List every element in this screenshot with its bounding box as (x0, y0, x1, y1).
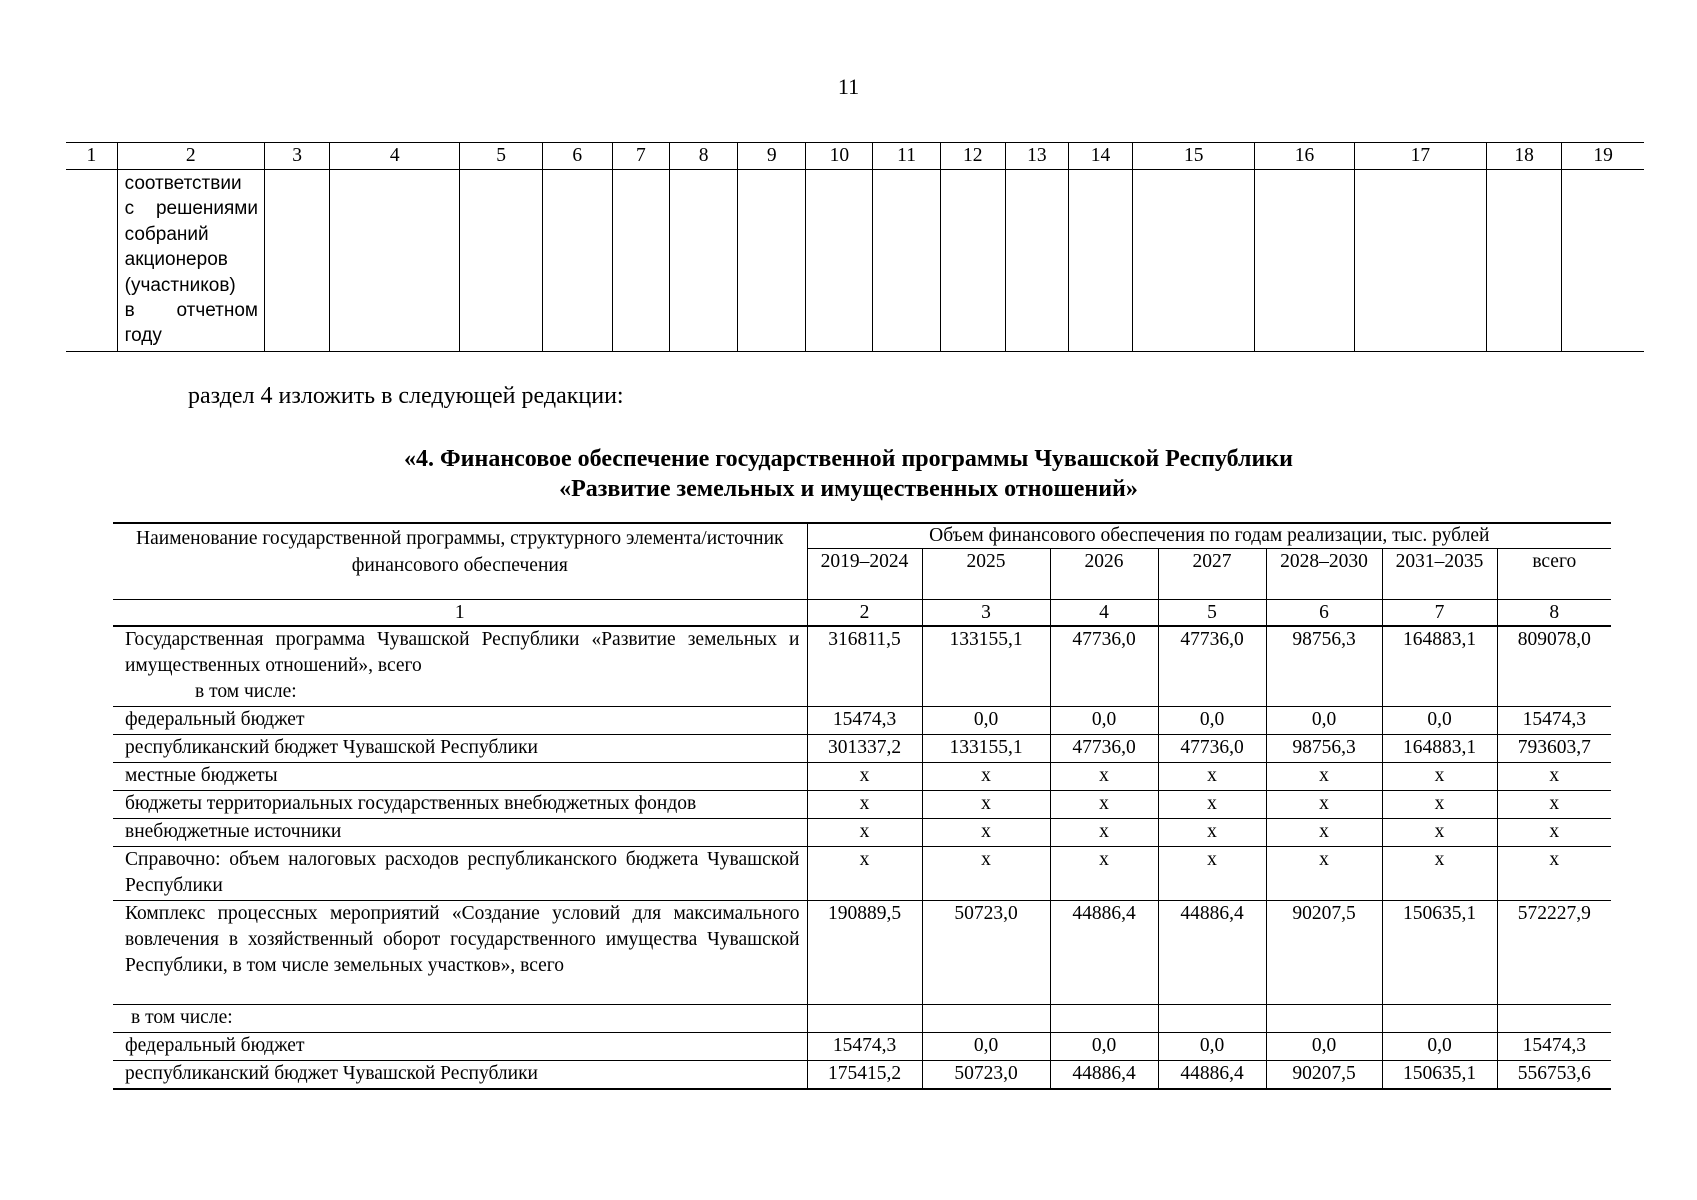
empty-cell (1005, 170, 1068, 352)
text-line: соответствии (124, 173, 242, 194)
empty-cell (542, 170, 612, 352)
value-cell: 556753,6 (1497, 1061, 1611, 1090)
column-number-row (113, 600, 1611, 627)
row-name (113, 901, 807, 1005)
value-cell: 44886,4 (1050, 1061, 1158, 1090)
value-cell: 44886,4 (1158, 1061, 1266, 1090)
value-cell: x (1382, 847, 1497, 901)
empty-cell (1354, 170, 1486, 352)
instruction-text: раздел 4 изложить в следующей редакции: (188, 383, 624, 409)
value-cell: 47736,0 (1158, 626, 1266, 707)
value-cell: x (922, 847, 1050, 901)
value-cell: x (1158, 763, 1266, 791)
value-cell: 15474,3 (1497, 1033, 1611, 1061)
year-header: 2026 (1050, 549, 1158, 600)
value-cell: x (1497, 847, 1611, 901)
value-cell: 98756,3 (1266, 626, 1382, 707)
value-cell: x (807, 847, 922, 901)
empty-cell (940, 170, 1005, 352)
column-number: 15 (1133, 143, 1255, 170)
value-cell: 793603,7 (1497, 735, 1611, 763)
header-row (113, 523, 1611, 549)
column-number: 9 (738, 143, 806, 170)
value-cell: x (1158, 791, 1266, 819)
column-number: 12 (940, 143, 1005, 170)
value-cell (1382, 1005, 1497, 1033)
value-cell: x (1050, 819, 1158, 847)
column-number: 8 (669, 143, 737, 170)
value-cell: x (1158, 819, 1266, 847)
row-name (113, 847, 807, 901)
value-cell: 150635,1 (1382, 1061, 1497, 1090)
text-line: году (124, 325, 162, 347)
year-header: 2028–2030 (1266, 549, 1382, 600)
year-header: 2019–2024 (807, 549, 922, 600)
value-cell: 47736,0 (1050, 626, 1158, 707)
value-cell: 0,0 (1158, 707, 1266, 735)
row-name: внебюджетные источники (113, 819, 807, 847)
empty-cell (264, 170, 329, 352)
value-cell (807, 1005, 922, 1033)
column-number: 4 (1050, 600, 1158, 627)
value-cell (1050, 1005, 1158, 1033)
row-name: республиканский бюджет Чувашской Республики (113, 735, 807, 763)
value-cell: 572227,9 (1497, 901, 1611, 1005)
empty-cell (460, 170, 542, 352)
text-line: собраний (124, 223, 209, 245)
value-cell: 90207,5 (1266, 1061, 1382, 1090)
column-number: 1 (113, 600, 807, 627)
value-cell: 15474,3 (807, 1033, 922, 1061)
empty-cell (66, 170, 117, 352)
value-cell (922, 1005, 1050, 1033)
column-number: 19 (1562, 143, 1644, 170)
value-cell: 316811,5 (807, 626, 922, 707)
column-number: 2 (807, 600, 922, 627)
year-header: 2027 (1158, 549, 1266, 600)
value-cell: 133155,1 (922, 626, 1050, 707)
value-cell: x (1050, 847, 1158, 901)
column-number: 6 (542, 143, 612, 170)
value-cell: 190889,5 (807, 901, 922, 1005)
text-line: акционеров (124, 249, 228, 271)
table-row (113, 626, 1611, 707)
value-cell: x (1050, 791, 1158, 819)
column-number: 8 (1497, 600, 1611, 627)
value-cell: x (1382, 791, 1497, 819)
value-cell: 164883,1 (1382, 626, 1497, 707)
text-line: с решениями (124, 198, 258, 220)
value-cell: 0,0 (1050, 707, 1158, 735)
value-cell: 0,0 (1266, 1033, 1382, 1061)
row-name: в том числе: (113, 1005, 807, 1033)
value-cell: 90207,5 (1266, 901, 1382, 1005)
row-name: федеральный бюджет (113, 707, 807, 735)
empty-cell (1562, 170, 1644, 352)
section-title-line1: «4. Финансовое обеспечение государственной программы Чувашской Республики (404, 446, 1293, 472)
column-number: 10 (806, 143, 873, 170)
value-cell: 150635,1 (1382, 901, 1497, 1005)
page-number: 11 (837, 74, 860, 99)
row-name (113, 626, 807, 707)
row-name: местные бюджеты (113, 763, 807, 791)
value-cell: x (1266, 847, 1382, 901)
total-header: всего (1497, 549, 1611, 600)
row-name-text: Справочно: объем налоговых расходов республиканского бюджета Чувашской Республики (125, 849, 800, 896)
column-number: 3 (922, 600, 1050, 627)
value-cell: 15474,3 (807, 707, 922, 735)
empty-cell (738, 170, 806, 352)
value-cell: 0,0 (922, 707, 1050, 735)
value-cell: 47736,0 (1158, 735, 1266, 763)
table-row (66, 170, 1644, 352)
header-program-name: Наименование государственной программы, структурного элемента/источник финансового обеспечения (113, 523, 807, 600)
column-number: 4 (330, 143, 460, 170)
empty-cell (1133, 170, 1255, 352)
value-cell: x (922, 791, 1050, 819)
row-name: республиканский бюджет Чувашской Республики (113, 1061, 807, 1090)
value-cell: 164883,1 (1382, 735, 1497, 763)
table-row (113, 735, 1611, 763)
value-cell: 50723,0 (922, 1061, 1050, 1090)
value-cell: x (807, 763, 922, 791)
section-title-line2: «Развитие земельных и имущественных отношений» (559, 476, 1138, 502)
table-row (113, 819, 1611, 847)
text-line: (участников) (124, 274, 236, 296)
empty-cell (1486, 170, 1561, 352)
value-cell: x (1266, 791, 1382, 819)
value-cell: 0,0 (922, 1033, 1050, 1061)
value-cell: 0,0 (1382, 707, 1497, 735)
column-number: 3 (264, 143, 329, 170)
table-row (113, 1061, 1611, 1090)
value-cell: 0,0 (1158, 1033, 1266, 1061)
column-number: 5 (1158, 600, 1266, 627)
column-number: 7 (612, 143, 669, 170)
column-number: 7 (1382, 600, 1497, 627)
value-cell (1158, 1005, 1266, 1033)
value-cell: 47736,0 (1050, 735, 1158, 763)
value-cell (1266, 1005, 1382, 1033)
table-row (113, 847, 1611, 901)
column-number: 2 (117, 143, 264, 170)
value-cell: 98756,3 (1266, 735, 1382, 763)
value-cell: x (1382, 819, 1497, 847)
table-row (113, 763, 1611, 791)
value-cell: 809078,0 (1497, 626, 1611, 707)
column-number: 5 (460, 143, 542, 170)
value-cell: 44886,4 (1158, 901, 1266, 1005)
value-cell: x (922, 819, 1050, 847)
column-number-row (66, 143, 1644, 170)
indicator-text-cell (117, 170, 264, 352)
value-cell: 50723,0 (922, 901, 1050, 1005)
row-name-text: Комплекс процессных мероприятий «Создание условий для максимального вовлечения в хозяйственный оборот государственного имущества Чувашской Республики, в том числе земельных участков», всего (125, 903, 800, 976)
empty-cell (330, 170, 460, 352)
value-cell: 0,0 (1266, 707, 1382, 735)
value-cell (1497, 1005, 1611, 1033)
table-row (113, 1033, 1611, 1061)
empty-cell (612, 170, 669, 352)
empty-cell (1068, 170, 1132, 352)
table-row (113, 707, 1611, 735)
empty-cell (1255, 170, 1354, 352)
value-cell: x (1266, 819, 1382, 847)
value-cell: 133155,1 (922, 735, 1050, 763)
value-cell: x (807, 819, 922, 847)
year-header: 2031–2035 (1382, 549, 1497, 600)
column-number: 17 (1354, 143, 1486, 170)
empty-cell (873, 170, 940, 352)
value-cell: 44886,4 (1050, 901, 1158, 1005)
empty-cell (806, 170, 873, 352)
value-cell: 0,0 (1382, 1033, 1497, 1061)
column-number: 1 (66, 143, 117, 170)
value-cell: x (1497, 763, 1611, 791)
row-name: бюджеты территориальных государственных внебюджетных фондов (113, 791, 807, 819)
column-number: 14 (1068, 143, 1132, 170)
row-subnote: в том числе: (195, 681, 297, 702)
value-cell: x (1382, 763, 1497, 791)
row-name-text: Государственная программа Чувашской Республики «Развитие земельных и имущественных отношений», всего (125, 629, 800, 676)
column-number: 18 (1486, 143, 1561, 170)
column-number: 16 (1255, 143, 1354, 170)
header-funding-volume: Объем финансового обеспечения по годам реализации, тыс. рублей (807, 523, 1611, 549)
continuation-table (66, 142, 1644, 352)
value-cell: x (1050, 763, 1158, 791)
empty-cell (669, 170, 737, 352)
table-row (113, 1005, 1611, 1033)
value-cell: x (1497, 791, 1611, 819)
value-cell: x (1497, 819, 1611, 847)
value-cell: 175415,2 (807, 1061, 922, 1090)
value-cell: x (807, 791, 922, 819)
section-title (0, 444, 1697, 504)
table-row (113, 901, 1611, 1005)
column-number: 11 (873, 143, 940, 170)
value-cell: 301337,2 (807, 735, 922, 763)
column-number: 6 (1266, 600, 1382, 627)
value-cell: 0,0 (1050, 1033, 1158, 1061)
row-name: федеральный бюджет (113, 1033, 807, 1061)
value-cell: x (1266, 763, 1382, 791)
finance-table (113, 522, 1611, 1090)
column-number: 13 (1005, 143, 1068, 170)
year-header: 2025 (922, 549, 1050, 600)
value-cell: x (922, 763, 1050, 791)
value-cell: 15474,3 (1497, 707, 1611, 735)
table-row (113, 791, 1611, 819)
text-line: в отчетном (124, 300, 258, 322)
value-cell: x (1158, 847, 1266, 901)
